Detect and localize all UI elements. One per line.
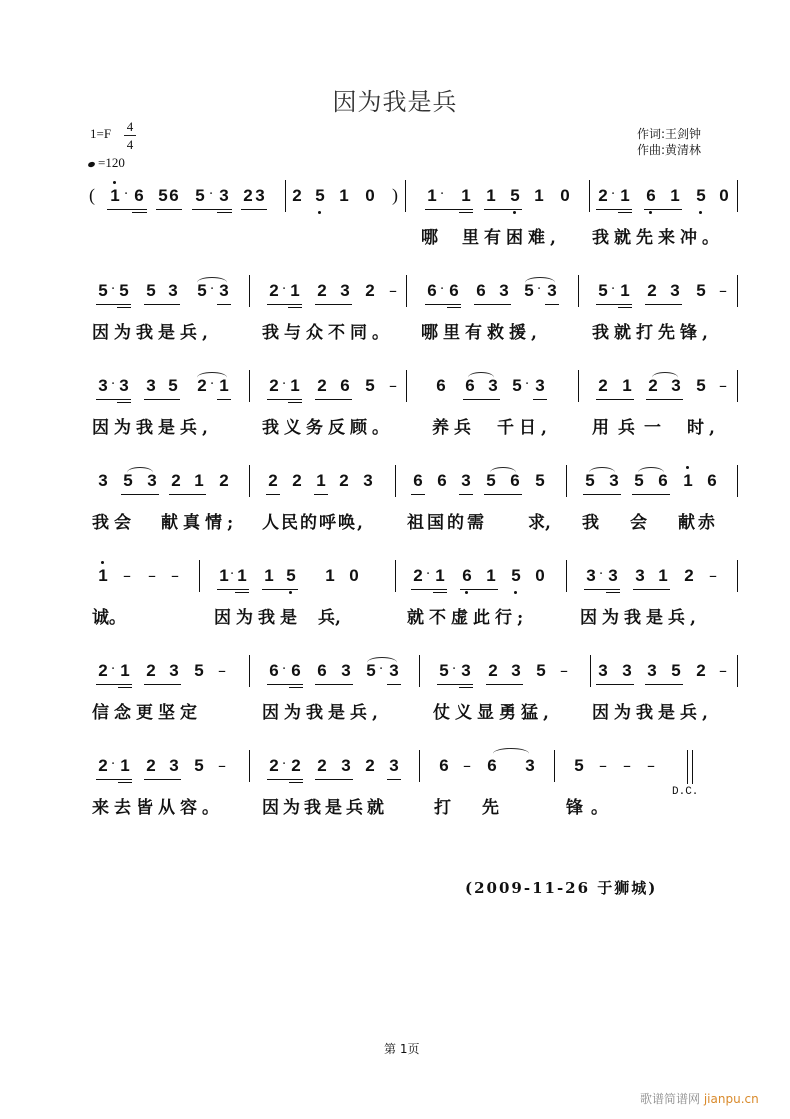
dash: – <box>623 756 631 775</box>
note: 3 <box>670 281 680 300</box>
note: 6 <box>340 376 350 395</box>
note: 6 <box>317 661 327 680</box>
note: 5 <box>98 281 108 300</box>
note: 3 <box>586 566 596 585</box>
final-double-barline <box>687 750 693 784</box>
composer: 作曲:黄清林 <box>637 143 702 157</box>
notation-line <box>0 748 790 798</box>
score-row-6 <box>0 653 790 743</box>
note: 5 <box>524 281 534 300</box>
note: 6 <box>427 281 437 300</box>
lyrics-line <box>0 796 790 826</box>
note: 2 <box>292 471 302 490</box>
barline <box>737 275 738 307</box>
lyric: 因为我是兵就 <box>262 798 388 818</box>
dash: – <box>148 566 156 585</box>
note: 3 <box>488 376 498 395</box>
note: 6 <box>291 661 301 680</box>
dot: · <box>111 662 116 677</box>
barline <box>578 275 579 307</box>
composition-date: (2009-11-26 于狮城) <box>465 879 658 897</box>
note: 6 <box>169 186 179 205</box>
dot: · <box>440 187 445 202</box>
dot: · <box>210 282 215 297</box>
repeat-paren-close: ) <box>392 185 398 205</box>
note: 2 <box>197 376 207 395</box>
dot: · <box>282 282 287 297</box>
dash: – <box>218 661 226 680</box>
note: 2 <box>98 756 108 775</box>
note: 1 <box>620 186 630 205</box>
lyric: 因为我是兵, <box>580 608 701 628</box>
lyricist: 作词:王剑钟 <box>637 127 702 141</box>
note: 1 <box>316 471 326 490</box>
lyric: 里有困难, <box>462 228 561 248</box>
notation-line <box>0 558 790 602</box>
lyrics-line <box>0 321 790 351</box>
note: 0 <box>365 186 375 205</box>
note: 5 <box>284 566 298 586</box>
note: 1 <box>658 566 668 585</box>
lyric: 我义务反顾。 <box>262 418 394 438</box>
note: 2 <box>684 566 694 585</box>
dash: – <box>719 376 727 395</box>
lyric: 我 <box>582 513 599 533</box>
note: 3 <box>341 661 351 680</box>
barline <box>199 560 200 592</box>
credits <box>637 126 701 158</box>
note: 3 <box>511 661 521 680</box>
note: 1 <box>194 471 204 490</box>
note: 5 <box>536 661 546 680</box>
note: 2 <box>339 471 349 490</box>
lyric: 千日, <box>497 418 552 438</box>
note: 5 <box>146 281 156 300</box>
dash: – <box>123 566 131 585</box>
lyric: 我就先来冲。 <box>592 228 724 248</box>
note: 1 <box>670 186 680 205</box>
note: 5 <box>508 186 522 206</box>
note: 6 <box>707 471 717 490</box>
lyrics-line <box>0 226 790 256</box>
dot: · <box>426 567 431 582</box>
dot: · <box>210 377 215 392</box>
note: 3 <box>219 186 229 205</box>
note: 3 <box>609 471 619 490</box>
lyric: 因为我是兵, <box>92 323 213 343</box>
note: 5 <box>439 661 449 680</box>
lyric: 我会 <box>92 513 136 533</box>
note: 6 <box>413 471 423 490</box>
dash: – <box>719 661 727 680</box>
note: 5 <box>119 281 129 300</box>
lyric: 因为我是 <box>214 608 302 628</box>
note: 3 <box>499 281 509 300</box>
dash: – <box>709 566 717 585</box>
note: 2 <box>317 281 327 300</box>
score-row-1 <box>0 178 790 268</box>
barline <box>419 750 420 782</box>
note: 5 <box>313 186 327 206</box>
note: 6 <box>439 756 449 775</box>
note: 5 <box>671 661 681 680</box>
note: 1 <box>427 186 437 205</box>
note: 2 <box>365 281 375 300</box>
tempo-value: =120 <box>98 155 125 170</box>
dot: · <box>282 757 287 772</box>
dash: – <box>218 756 226 775</box>
note: 2 <box>598 186 608 205</box>
barline <box>395 560 396 592</box>
repeat-paren-open: ( <box>89 185 95 205</box>
note: 3 <box>147 471 157 490</box>
note: 6 <box>510 471 520 490</box>
lyric: 用兵一 <box>592 418 670 438</box>
tempo-marking <box>88 155 125 171</box>
note: 1 <box>620 281 630 300</box>
dot: · <box>111 757 116 772</box>
dash: – <box>647 756 655 775</box>
note: 5 <box>598 281 608 300</box>
lyric: 信念更坚定 <box>92 703 202 723</box>
note: 1 <box>339 186 349 205</box>
barline <box>406 370 407 402</box>
barline <box>737 465 738 497</box>
note: 6 <box>644 186 658 206</box>
notation-line <box>0 653 790 697</box>
note: 0 <box>560 186 570 205</box>
score-row-3 <box>0 368 790 458</box>
note: 3 <box>461 661 471 680</box>
note: 1 <box>96 566 110 586</box>
note: 5 <box>365 376 375 395</box>
dash: – <box>171 566 179 585</box>
note: 5 <box>158 186 168 205</box>
note: 3 <box>168 281 178 300</box>
note: 3 <box>461 471 471 490</box>
note: 3 <box>169 661 179 680</box>
watermark <box>640 1090 759 1107</box>
note: 0 <box>719 186 729 205</box>
time-signature-bottom: 4 <box>126 137 134 152</box>
score-row-7 <box>0 748 790 838</box>
note: 1 <box>108 186 122 206</box>
barline <box>578 370 579 402</box>
lyric: 养兵 <box>432 418 476 438</box>
note: 2 <box>365 756 375 775</box>
barline <box>285 180 286 212</box>
lyrics-line <box>0 701 790 731</box>
note: 3 <box>647 661 657 680</box>
note: 1 <box>120 756 130 775</box>
note: 1 <box>290 281 300 300</box>
lyric: 就不虚此行; <box>407 608 529 628</box>
note: 3 <box>608 566 618 585</box>
note: 3 <box>671 376 681 395</box>
barline <box>395 465 396 497</box>
barline <box>589 180 590 212</box>
note: 2 <box>647 281 657 300</box>
note: 2 <box>243 186 253 205</box>
note: 3 <box>598 661 608 680</box>
notation-line <box>0 368 790 412</box>
note: 2 <box>269 756 279 775</box>
lyrics-line <box>0 606 790 636</box>
note: 6 <box>487 756 497 775</box>
note: 3 <box>98 376 108 395</box>
note: 2 <box>219 471 229 490</box>
dot: · <box>611 187 616 202</box>
dot: · <box>379 662 384 677</box>
note: 6 <box>449 281 459 300</box>
barline <box>249 655 250 687</box>
dash: – <box>463 756 471 775</box>
lyric: 锋。 <box>566 798 616 818</box>
note: 6 <box>436 376 446 395</box>
lyric: 人民的呼唤, <box>262 513 365 533</box>
lyric: 仗义显勇猛, <box>433 703 554 723</box>
dot: · <box>537 282 542 297</box>
barline <box>249 750 250 782</box>
note: 5 <box>512 376 522 395</box>
barline <box>249 370 250 402</box>
barline <box>737 560 738 592</box>
dot: · <box>525 377 530 392</box>
note: 5 <box>194 756 204 775</box>
note: 1 <box>325 566 335 585</box>
note: 5 <box>486 471 496 490</box>
lyric: 献赤 <box>678 513 718 533</box>
dot: · <box>440 282 445 297</box>
lyric: 来去皆从容。 <box>92 798 224 818</box>
time-signature-top: 4 <box>126 119 134 134</box>
note: 5 <box>509 566 523 586</box>
note: 2 <box>291 756 301 775</box>
note: 2 <box>269 376 279 395</box>
barline <box>566 560 567 592</box>
note: 2 <box>98 661 108 680</box>
lyric: 先 <box>482 798 499 818</box>
lyric: 我与众不同。 <box>262 323 394 343</box>
lyric: 因为我是兵, <box>262 703 383 723</box>
note: 5 <box>197 281 207 300</box>
note: 5 <box>574 756 584 775</box>
note: 0 <box>535 566 545 585</box>
quarter-note-icon <box>87 160 95 167</box>
note: 1 <box>290 376 300 395</box>
note: 1 <box>681 471 695 491</box>
note: 3 <box>389 756 399 775</box>
barline <box>249 275 250 307</box>
note: 6 <box>269 661 279 680</box>
note: 6 <box>476 281 486 300</box>
note: 6 <box>460 566 474 586</box>
note: 5 <box>194 661 204 680</box>
dot: · <box>111 377 116 392</box>
note: 5 <box>694 186 708 206</box>
song-title: 因为我是兵 <box>332 88 458 116</box>
note: 2 <box>146 661 156 680</box>
note: 3 <box>340 281 350 300</box>
score-row-2 <box>0 273 790 363</box>
note: 2 <box>648 376 658 395</box>
note: 2 <box>268 471 278 490</box>
note: 1 <box>237 566 247 585</box>
note: 2 <box>317 376 327 395</box>
da-capo-mark: D.C. <box>672 786 699 798</box>
note: 3 <box>547 281 557 300</box>
barline <box>737 180 738 212</box>
barline <box>249 465 250 497</box>
barline <box>419 655 420 687</box>
barline <box>590 655 591 687</box>
note: 2 <box>269 281 279 300</box>
note: 3 <box>255 186 265 205</box>
key-signature: 1=F <box>90 126 112 141</box>
barline <box>737 655 738 687</box>
note: 3 <box>98 471 108 490</box>
score-row-5 <box>0 558 790 648</box>
note: 5 <box>585 471 595 490</box>
lyric: 会 <box>630 513 647 533</box>
note: 1 <box>264 566 274 585</box>
note: 1 <box>622 376 632 395</box>
dot: · <box>611 282 616 297</box>
note: 2 <box>146 756 156 775</box>
note: 2 <box>488 661 498 680</box>
note: 3 <box>219 281 229 300</box>
note: 2 <box>413 566 423 585</box>
note: 1 <box>534 186 544 205</box>
note: 3 <box>341 756 351 775</box>
barline <box>405 180 406 212</box>
dot: · <box>124 187 129 202</box>
lyric: 因为我是兵, <box>592 703 713 723</box>
note: 3 <box>169 756 179 775</box>
note: 5 <box>195 186 205 205</box>
note: 6 <box>465 376 475 395</box>
note: 1 <box>435 566 445 585</box>
lyric: 因为我是兵, <box>92 418 213 438</box>
note: 5 <box>366 661 376 680</box>
note: 3 <box>535 376 545 395</box>
dot: · <box>111 282 116 297</box>
note: 3 <box>363 471 373 490</box>
note: 5 <box>123 471 133 490</box>
lyric: 时, <box>687 418 720 438</box>
watermark-cn: 歌谱简谱网 <box>640 1092 701 1106</box>
note: 5 <box>634 471 644 490</box>
lyric: 我就打先锋, <box>592 323 713 343</box>
note: 1 <box>486 566 496 585</box>
note: 5 <box>535 471 545 490</box>
note: 3 <box>622 661 632 680</box>
note: 0 <box>349 566 359 585</box>
note: 2 <box>317 756 327 775</box>
barline <box>737 370 738 402</box>
note: 1 <box>486 186 496 205</box>
lyric: 求, <box>528 513 551 533</box>
note: 3 <box>525 756 535 775</box>
dot: · <box>230 567 235 582</box>
note: 1 <box>219 376 229 395</box>
note: 2 <box>171 471 181 490</box>
note: 6 <box>658 471 668 490</box>
note: 3 <box>119 376 129 395</box>
score-row-4 <box>0 463 790 553</box>
dot: · <box>282 662 287 677</box>
page-number: 第 1页 <box>384 1042 420 1056</box>
note: 2 <box>696 661 706 680</box>
dash: – <box>389 376 397 395</box>
lyric: 打 <box>434 798 451 818</box>
dot: · <box>452 662 457 677</box>
note: 1 <box>120 661 130 680</box>
notation-line <box>0 463 790 507</box>
note: 5 <box>696 281 706 300</box>
dot: · <box>209 187 214 202</box>
note: 5 <box>696 376 706 395</box>
barline <box>554 750 555 782</box>
barline <box>406 275 407 307</box>
lyric: 献真情; <box>161 513 239 533</box>
dash: – <box>599 756 607 775</box>
lyric: 哪里有救援, <box>421 323 542 343</box>
note: 3 <box>635 566 645 585</box>
note: 3 <box>389 661 399 680</box>
dash: – <box>719 281 727 300</box>
note: 1 <box>219 566 229 585</box>
dash: – <box>560 661 568 680</box>
note: 2 <box>292 186 302 205</box>
notation-line <box>0 273 790 317</box>
lyric: 诚。 <box>92 608 126 628</box>
note: 1 <box>461 186 471 205</box>
lyric: 哪 <box>421 228 438 248</box>
lyrics-line <box>0 511 790 541</box>
dash: – <box>389 281 397 300</box>
note: 5 <box>168 376 178 395</box>
lyric: 兵, <box>318 608 341 628</box>
lyric: 祖国的需 <box>407 513 487 533</box>
lyrics-line <box>0 416 790 446</box>
note: 2 <box>598 376 608 395</box>
note: 3 <box>146 376 156 395</box>
note: 6 <box>134 186 144 205</box>
barline <box>566 465 567 497</box>
time-signature <box>124 118 136 153</box>
dot: · <box>599 567 604 582</box>
watermark-site: jianpu.cn <box>703 1092 759 1106</box>
dot: · <box>282 377 287 392</box>
note: 6 <box>437 471 447 490</box>
notation-line <box>0 178 790 222</box>
